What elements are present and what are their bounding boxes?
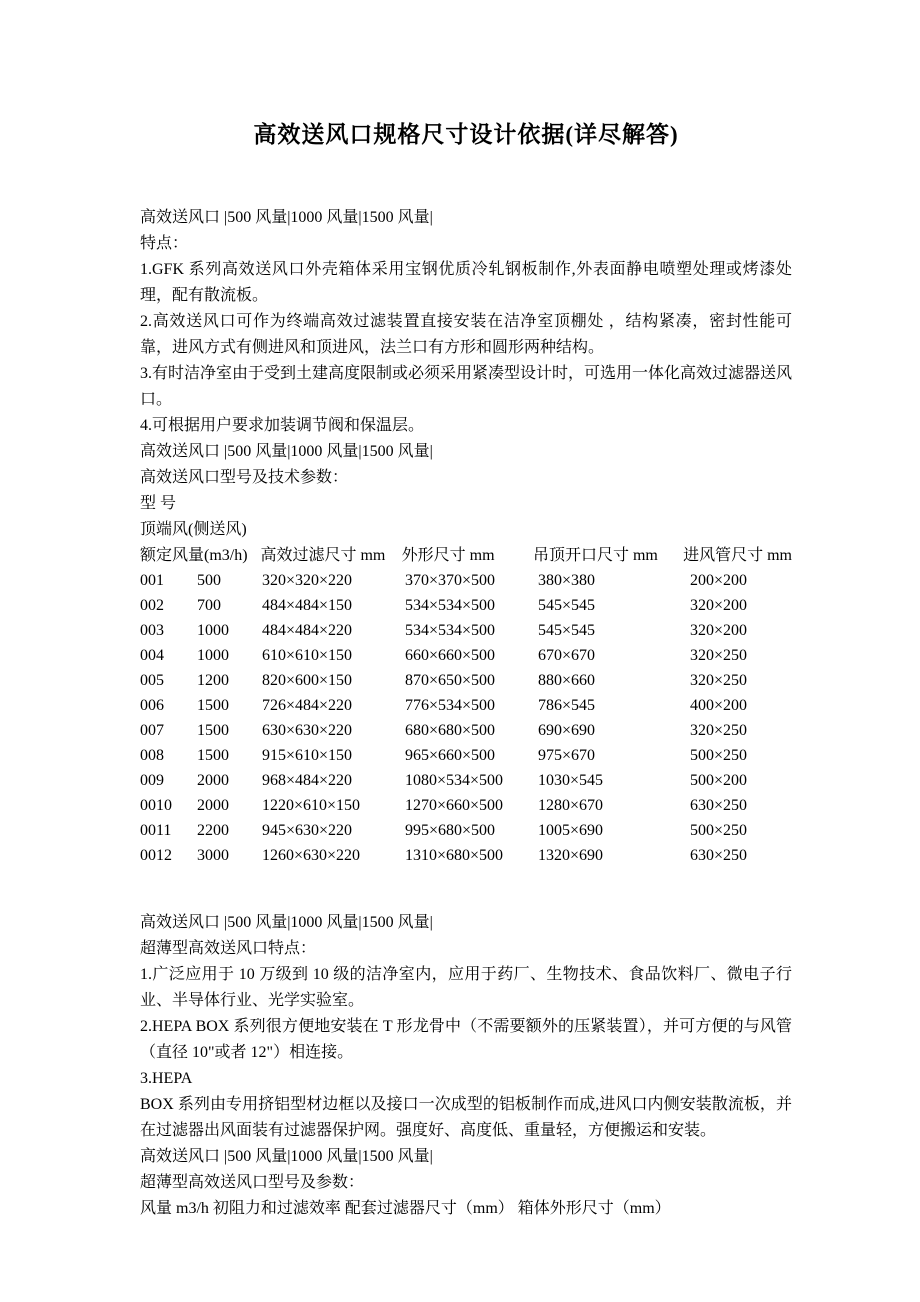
duct-size-cell: 500×250 bbox=[690, 747, 748, 764]
flow-cell: 2000 bbox=[197, 772, 229, 789]
filter-size-cell: 630×630×220 bbox=[262, 722, 353, 739]
col-header-ceiling-opening: 吊顶开口尺寸 mm bbox=[532, 547, 658, 564]
table-row bbox=[140, 568, 792, 593]
filter-size-cell: 610×610×150 bbox=[262, 647, 353, 664]
model-cell: 007 bbox=[140, 722, 164, 739]
flow-cell: 700 bbox=[197, 597, 221, 614]
outer-size-cell: 1270×660×500 bbox=[405, 797, 504, 814]
flow-cell: 2200 bbox=[197, 822, 229, 839]
model-cell: 005 bbox=[140, 672, 164, 689]
duct-size-cell: 400×200 bbox=[690, 697, 748, 714]
outer-size-cell: 995×680×500 bbox=[405, 822, 496, 839]
outer-size-cell: 870×650×500 bbox=[405, 672, 496, 689]
model-cell: 003 bbox=[140, 622, 164, 639]
outer-size-cell: 534×534×500 bbox=[405, 622, 496, 639]
flow-cell: 1500 bbox=[197, 697, 229, 714]
table-row bbox=[140, 618, 792, 643]
filter-size-cell: 968×484×220 bbox=[262, 772, 353, 789]
filter-size-cell: 726×484×220 bbox=[262, 697, 353, 714]
outer-size-cell: 534×534×500 bbox=[405, 597, 496, 614]
flow-cell: 1500 bbox=[197, 747, 229, 764]
table-header-row bbox=[140, 543, 792, 568]
col-header-rated-flow: 额定风量(m3/h) bbox=[140, 547, 248, 564]
model-cell: 001 bbox=[140, 572, 164, 589]
model-cell: 0010 bbox=[140, 797, 172, 814]
duct-size-cell: 500×200 bbox=[690, 772, 748, 789]
model-cell: 0012 bbox=[140, 847, 172, 864]
ceiling-opening-cell: 1030×545 bbox=[538, 772, 604, 789]
paragraph: 2.高效送风口可作为终端高效过滤装置直接安装在洁净室顶棚处 ，结构紧凑，密封性能可靠，进风方式有侧进风和顶进风，法兰口有方形和圆形两种结构。 bbox=[140, 313, 792, 356]
flow-cell: 2000 bbox=[197, 797, 229, 814]
table-row bbox=[140, 793, 792, 818]
outer-size-cell: 1310×680×500 bbox=[405, 847, 504, 864]
filter-size-cell: 484×484×150 bbox=[262, 597, 353, 614]
col-header-outer-size: 外形尺寸 mm bbox=[401, 547, 495, 564]
filter-size-cell: 320×320×220 bbox=[262, 572, 353, 589]
duct-size-cell: 320×200 bbox=[690, 597, 748, 614]
table-row bbox=[140, 743, 792, 768]
ceiling-opening-cell: 380×380 bbox=[538, 572, 596, 589]
ceiling-opening-cell: 690×690 bbox=[538, 722, 596, 739]
ceiling-opening-cell: 1320×690 bbox=[538, 847, 604, 864]
filter-size-cell: 820×600×150 bbox=[262, 672, 353, 689]
table-row bbox=[140, 643, 792, 668]
paragraph: 1.GFK 系列高效送风口外壳箱体采用宝钢优质冷轧钢板制作,外表面静电喷塑处理或烤漆处理，配有散流板。 bbox=[140, 261, 792, 304]
ceiling-opening-cell: 545×545 bbox=[538, 597, 596, 614]
paragraph: 1.广泛应用于 10 万级到 10 级的洁净室内，应用于药厂、生物技术、食品饮料厂、微电子行业、半导体行业、光学实验室。 bbox=[140, 966, 792, 1009]
model-cell: 009 bbox=[140, 772, 164, 789]
duct-size-cell: 320×200 bbox=[690, 622, 748, 639]
paragraph: 特点： bbox=[140, 235, 189, 252]
outer-size-cell: 965×660×500 bbox=[405, 747, 496, 764]
duct-size-cell: 200×200 bbox=[690, 572, 748, 589]
thin-type-section bbox=[140, 910, 792, 1222]
paragraph: 高效送风口 |500 风量|1000 风量|1500 风量| bbox=[140, 1148, 433, 1165]
intro-section bbox=[140, 205, 792, 543]
filter-size-cell: 484×484×220 bbox=[262, 622, 353, 639]
duct-size-cell: 630×250 bbox=[690, 797, 748, 814]
table-row bbox=[140, 718, 792, 743]
paragraph: 高效送风口 |500 风量|1000 风量|1500 风量| bbox=[140, 914, 433, 931]
table-row bbox=[140, 593, 792, 618]
paragraph: 3.HEPA bbox=[140, 1070, 193, 1087]
paragraph: 3.有时洁净室由于受到土建高度限制或必须采用紧凑型设计时，可选用一体化高效过滤器送风口。 bbox=[140, 365, 793, 408]
table-row bbox=[140, 693, 792, 718]
ceiling-opening-cell: 1280×670 bbox=[538, 797, 604, 814]
ceiling-opening-cell: 880×660 bbox=[538, 672, 596, 689]
ceiling-opening-cell: 545×545 bbox=[538, 622, 596, 639]
duct-size-cell: 320×250 bbox=[690, 672, 748, 689]
paragraph: 顶端风(侧送风) bbox=[140, 521, 247, 538]
paragraph: 型 号 bbox=[140, 495, 177, 512]
col-header-duct-size: 进风管尺寸 mm bbox=[683, 547, 792, 564]
filter-size-cell: 915×610×150 bbox=[262, 747, 353, 764]
paragraph: BOX 系列由专用挤铝型材边框以及接口一次成型的铝板制作而成,进风口内侧安装散流板，并在过滤器出风面装有过滤器保护网。强度好、高度低、重量轻，方便搬运和安装。 bbox=[140, 1096, 792, 1139]
flow-cell: 3000 bbox=[197, 847, 229, 864]
table-row bbox=[140, 818, 792, 843]
paragraph: 高效送风口 |500 风量|1000 风量|1500 风量| bbox=[140, 443, 433, 460]
model-cell: 0011 bbox=[140, 822, 172, 839]
paragraph: 高效送风口 |500 风量|1000 风量|1500 风量| bbox=[140, 209, 433, 226]
ceiling-opening-cell: 786×545 bbox=[538, 697, 596, 714]
document-title: 高效送风口规格尺寸设计依据(详尽解答) bbox=[253, 122, 679, 147]
paragraph: 高效送风口型号及技术参数： bbox=[140, 469, 349, 486]
col-header-filter-size: 高效过滤尺寸 mm bbox=[260, 547, 386, 564]
paragraph: 超薄型高效送风口特点： bbox=[140, 940, 317, 957]
model-cell: 008 bbox=[140, 747, 164, 764]
outer-size-cell: 776×534×500 bbox=[405, 697, 496, 714]
paragraph: 2.HEPA BOX 系列很方便地安装在 T 形龙骨中（不需要额外的压紧装置），并可方便的与风管（直径 10"或者 12"）相连接。 bbox=[140, 1018, 792, 1061]
ceiling-opening-cell: 975×670 bbox=[538, 747, 596, 764]
duct-size-cell: 630×250 bbox=[690, 847, 748, 864]
paragraph: 4.可根据用户要求加装调节阀和保温层。 bbox=[140, 417, 425, 434]
model-cell: 006 bbox=[140, 697, 164, 714]
outer-size-cell: 660×660×500 bbox=[405, 647, 496, 664]
table-row bbox=[140, 843, 792, 868]
flow-cell: 1000 bbox=[197, 647, 229, 664]
model-cell: 002 bbox=[140, 597, 164, 614]
paragraph: 风量 m3/h 初阻力和过滤效率 配套过滤器尺寸（mm） 箱体外形尺寸（mm） bbox=[140, 1200, 671, 1217]
flow-cell: 500 bbox=[197, 572, 221, 589]
flow-cell: 1500 bbox=[197, 722, 229, 739]
spec-table bbox=[140, 543, 792, 868]
ceiling-opening-cell: 1005×690 bbox=[538, 822, 604, 839]
filter-size-cell: 1260×630×220 bbox=[262, 847, 361, 864]
table-row bbox=[140, 668, 792, 693]
table-row bbox=[140, 768, 792, 793]
outer-size-cell: 680×680×500 bbox=[405, 722, 496, 739]
model-cell: 004 bbox=[140, 647, 164, 664]
filter-size-cell: 945×630×220 bbox=[262, 822, 353, 839]
paragraph: 超薄型高效送风口型号及参数： bbox=[140, 1174, 365, 1191]
flow-cell: 1200 bbox=[197, 672, 229, 689]
outer-size-cell: 370×370×500 bbox=[405, 572, 496, 589]
duct-size-cell: 500×250 bbox=[690, 822, 748, 839]
outer-size-cell: 1080×534×500 bbox=[405, 772, 504, 789]
ceiling-opening-cell: 670×670 bbox=[538, 647, 596, 664]
duct-size-cell: 320×250 bbox=[690, 647, 748, 664]
table-body bbox=[140, 568, 792, 868]
filter-size-cell: 1220×610×150 bbox=[262, 797, 361, 814]
duct-size-cell: 320×250 bbox=[690, 722, 748, 739]
flow-cell: 1000 bbox=[197, 622, 229, 639]
